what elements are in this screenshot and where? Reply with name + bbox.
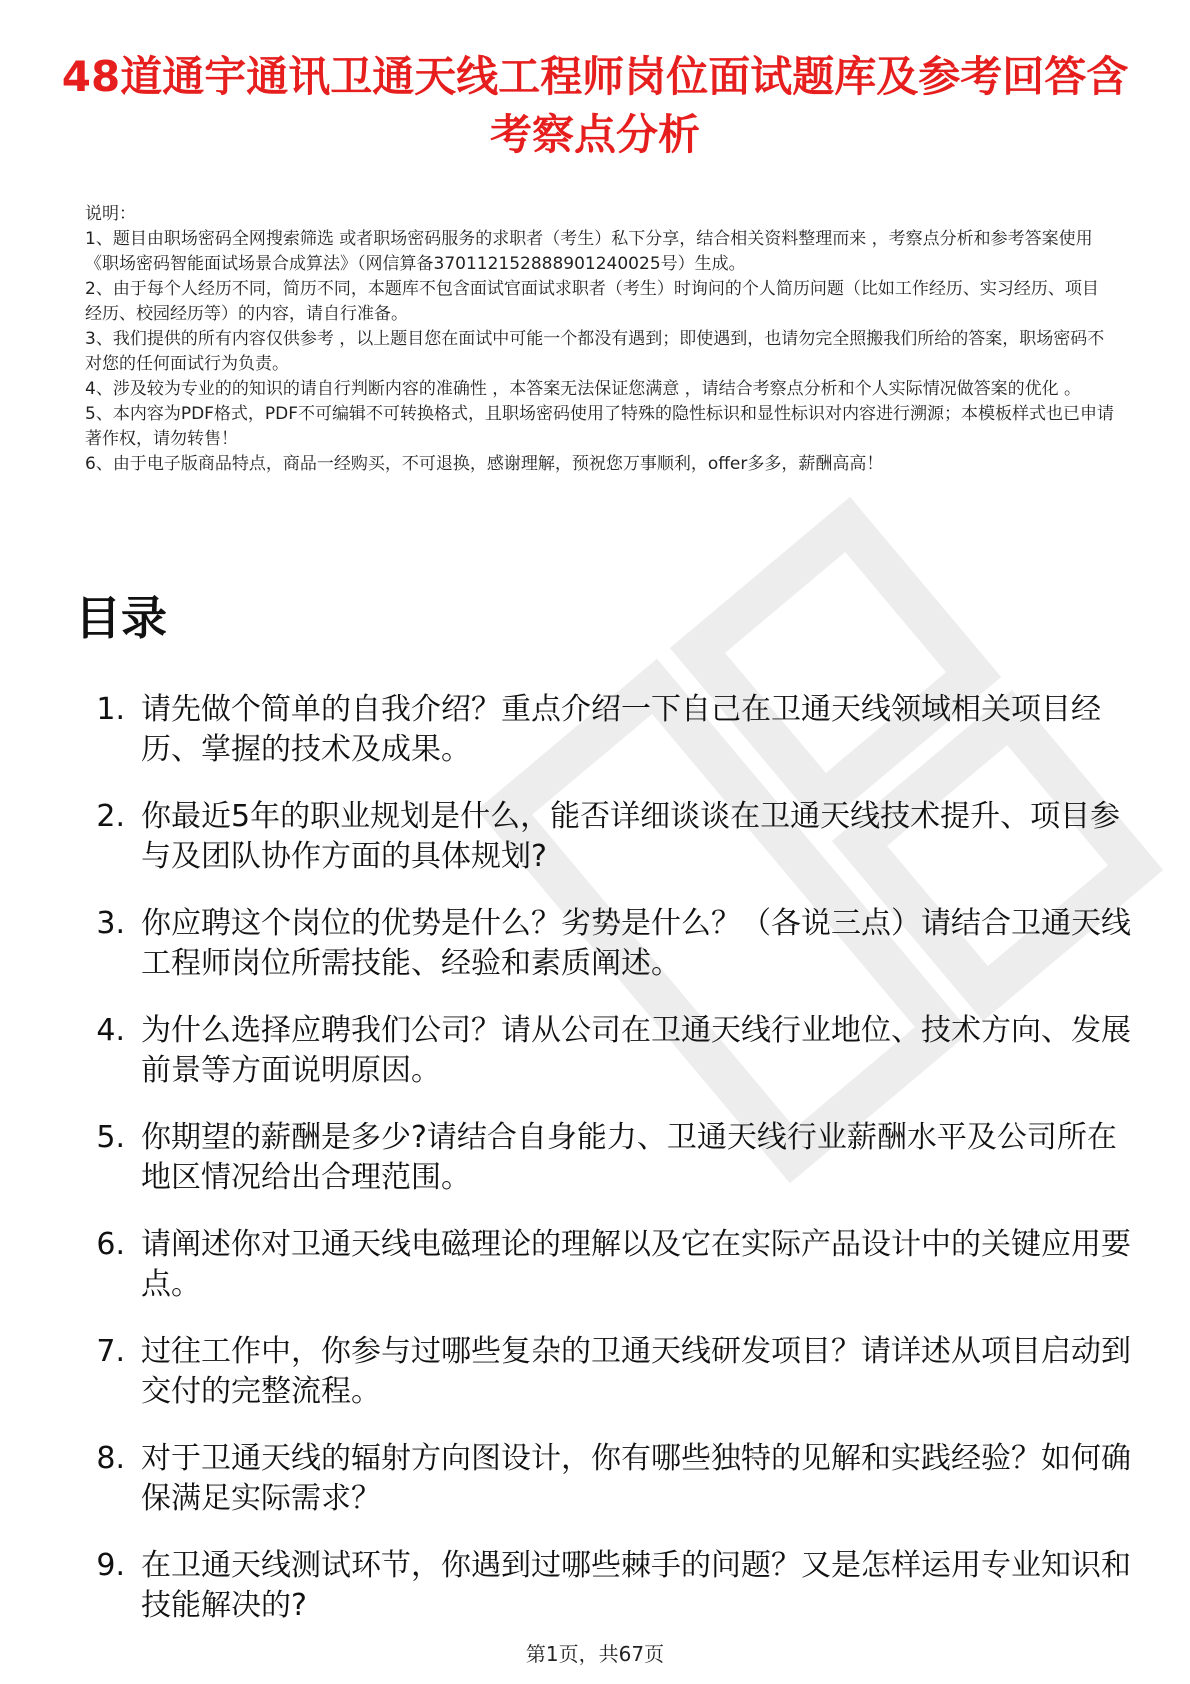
question-item bbox=[75, 690, 1135, 770]
page-title: 48道通宇通讯卫通天线工程师岗位面试题库及参考回答含考察点分析 bbox=[61, 52, 1129, 159]
question-text: 过往工作中，你参与过哪些复杂的卫通天线研发项目？请详述从项目启动到交付的完整流程。 bbox=[141, 1334, 1131, 1409]
note-item: 4、涉及较为专业的的知识的请自行判断内容的准确性 ，本答案无法保证您满意 ，请结合考察点分析和个人实际情况做答案的优化 。 bbox=[85, 379, 1082, 399]
question-item bbox=[75, 904, 1135, 984]
notes-heading: 说明： bbox=[85, 204, 136, 224]
question-item bbox=[75, 1225, 1135, 1305]
question-text: 你应聘这个岗位的优势是什么？劣势是什么？（各说三点）请结合卫通天线工程师岗位所需技能、经验和素质阐述。 bbox=[141, 906, 1131, 981]
question-item bbox=[75, 1546, 1135, 1626]
question-item bbox=[75, 1332, 1135, 1412]
notes-section bbox=[85, 202, 1115, 477]
question-number: 5. bbox=[96, 1120, 125, 1155]
question-number: 8. bbox=[96, 1441, 125, 1476]
toc-heading: 目录 bbox=[75, 591, 167, 645]
question-text: 请阐述你对卫通天线电磁理论的理解以及它在实际产品设计中的关键应用要点。 bbox=[141, 1227, 1131, 1302]
question-item bbox=[75, 797, 1135, 877]
question-text: 对于卫通天线的辐射方向图设计，你有哪些独特的见解和实践经验？如何确保满足实际需求？ bbox=[141, 1441, 1131, 1516]
note-item: 5、本内容为PDF格式，PDF不可编辑不可转换格式，且职场密码使用了特殊的隐性标识和显性标识对内容进行溯源；本模板样式也已申请著作权，请勿转售！ bbox=[85, 404, 1115, 449]
question-number: 6. bbox=[96, 1227, 125, 1262]
question-text: 你最近5年的职业规划是什么，能否详细谈谈在卫通天线技术提升、项目参与及团队协作方面的具体规划? bbox=[141, 799, 1121, 874]
question-text: 为什么选择应聘我们公司？请从公司在卫通天线行业地位、技术方向、发展前景等方面说明原因。 bbox=[141, 1013, 1131, 1088]
question-number: 2. bbox=[96, 799, 125, 834]
question-number: 3. bbox=[96, 906, 125, 941]
page-footer: 第1页，共67页 bbox=[525, 1642, 665, 1666]
question-text: 请先做个简单的自我介绍？重点介绍一下自己在卫通天线领域相关项目经历、掌握的技术及成果。 bbox=[141, 692, 1101, 767]
question-text: 你期望的薪酬是多少?请结合自身能力、卫通天线行业薪酬水平及公司所在地区情况给出合理范围。 bbox=[141, 1120, 1117, 1195]
question-number: 4. bbox=[96, 1013, 125, 1048]
note-item: 3、我们提供的所有内容仅供参考 ，以上题目您在面试中可能一个都没有遇到；即使遇到，也请勿完全照搬我们所给的答案，职场密码不对您的任何面试行为负责。 bbox=[85, 329, 1105, 374]
question-item bbox=[75, 1011, 1135, 1091]
question-item bbox=[75, 1118, 1135, 1198]
question-text: 在卫通天线测试环节，你遇到过哪些棘手的问题？又是怎样运用专业知识和技能解决的? bbox=[141, 1548, 1131, 1623]
question-number: 9. bbox=[96, 1548, 125, 1583]
question-number: 1. bbox=[96, 692, 125, 727]
question-number: 7. bbox=[96, 1334, 125, 1369]
question-item bbox=[75, 1439, 1135, 1519]
question-list bbox=[75, 690, 1135, 1653]
note-item: 6、由于电子版商品特点，商品一经购买，不可退换，感谢理解，预祝您万事顺利，offer多多，薪酬高高！ bbox=[85, 454, 884, 474]
note-item: 2、由于每个人经历不同，简历不同，本题库不包含面试官面试求职者（考生）时询问的个人简历问题（比如工作经历、实习经历、项目经历、校园经历等）的内容，请自行准备。 bbox=[85, 279, 1099, 324]
note-item: 1、题目由职场密码全网搜索筛选 或者职场密码服务的求职者（考生）私下分享，结合相关资料整理而来 ，考察点分析和参考答案使用《职场密码智能面试场景合成算法》（网信算备370112152888901240025号）生成。 bbox=[85, 229, 1093, 274]
